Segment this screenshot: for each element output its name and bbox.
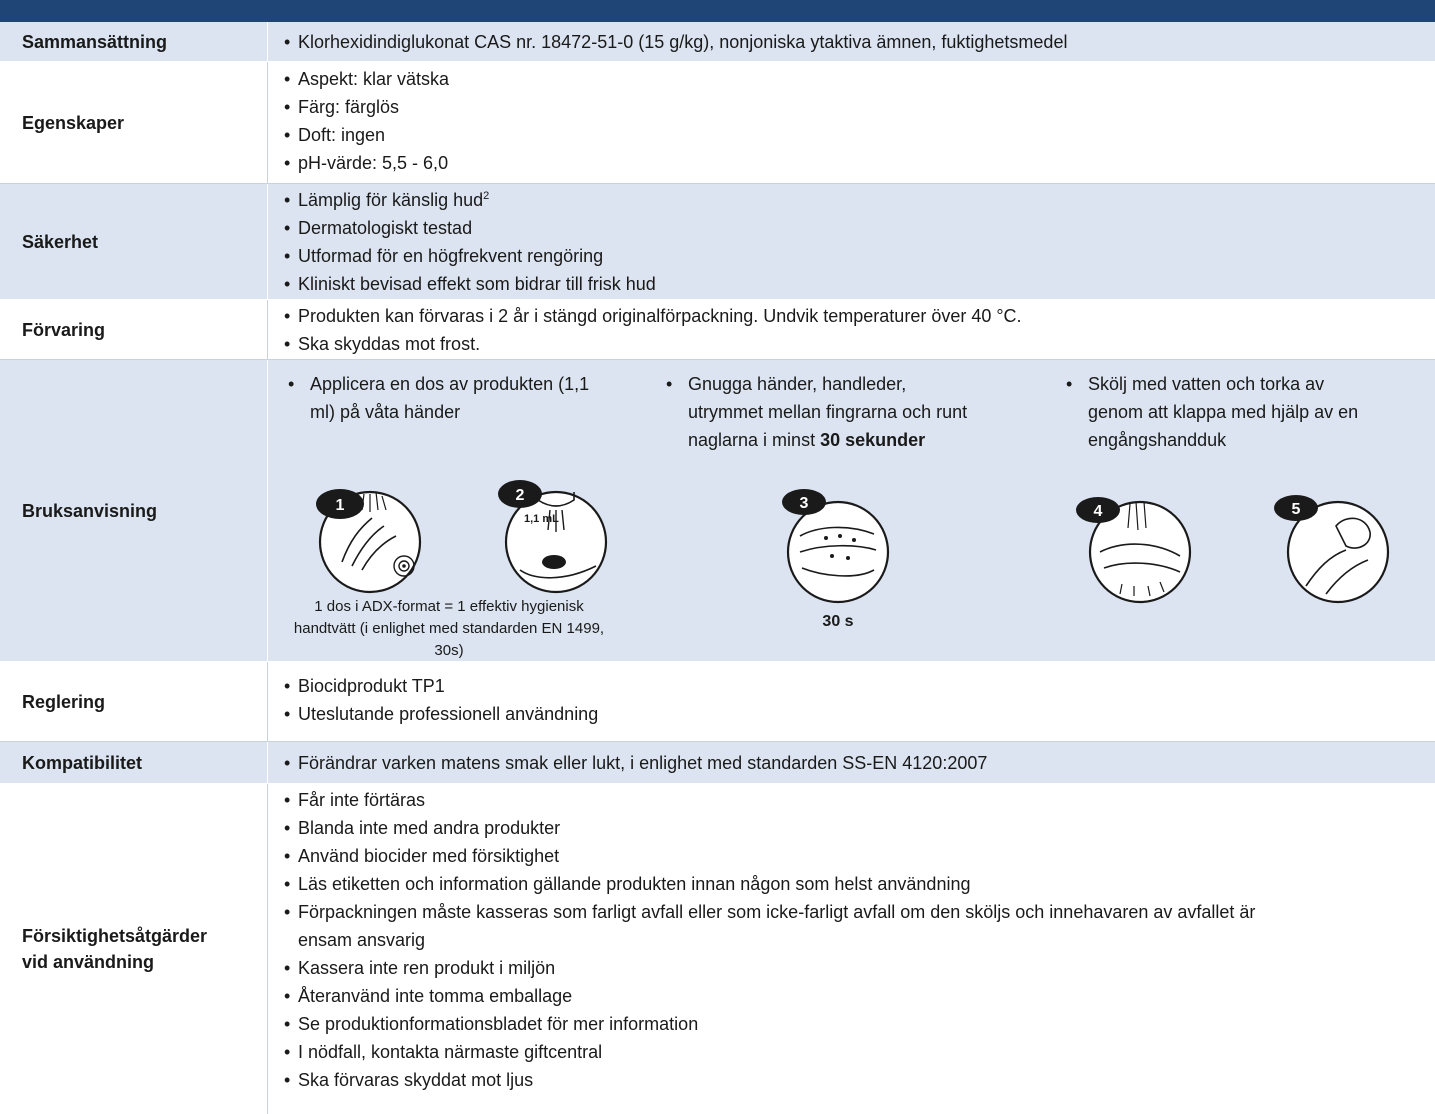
list-item: • Använd biocider med försiktighet: [284, 842, 1425, 870]
row-content: [284, 786, 1425, 1094]
list-item: • Utformad för en högfrekvent rengöring: [284, 242, 1425, 270]
step-1-wet-hands-icon: [300, 470, 426, 596]
list-item: • Förpackningen måste kasseras som farligt avfall eller som icke-farligt avfall om den sköljs och innehavaren av avfallet är ensam ansvarig: [284, 898, 1425, 954]
list-item: • Kassera inte ren produkt i miljön: [284, 954, 1425, 982]
row-forvaring: [0, 300, 1435, 360]
list-item: • Ska förvaras skyddat mot ljus: [284, 1066, 1425, 1094]
list-item: [284, 186, 1425, 214]
list-item: • Klorhexidindiglukonat CAS nr. 18472-51-0 (15 g/kg), nonjoniska ytaktiva ämnen, fuktighetsmedel: [284, 28, 1425, 56]
step-number: 3: [799, 495, 809, 512]
list-item: • Doft: ingen: [284, 121, 1425, 149]
step-text-line: utrymmet mellan fingrarna och runt: [688, 402, 968, 422]
step-number: 2: [515, 487, 525, 504]
row-content: [284, 749, 1425, 777]
row-content: [284, 302, 1425, 358]
row-label: Sammansättning: [0, 22, 268, 61]
list-item: • Färg: färglös: [284, 93, 1425, 121]
list-item: • Återanvänd inte tomma emballage: [284, 982, 1425, 1010]
row-label: Förvaring: [0, 300, 268, 359]
duration-emphasis: 30 sekunder: [820, 430, 926, 450]
seconds-label: 30 s: [822, 613, 854, 630]
step-5-dry-towel-icon: [1266, 486, 1406, 612]
row-kompatibilitet: [0, 742, 1435, 784]
step-3-rub-hands-icon: [766, 486, 904, 632]
step-text-line: engångshandduk: [1088, 430, 1227, 450]
step-text-line: Skölj med vatten och torka av: [1088, 374, 1325, 394]
row-reglering: [0, 662, 1435, 742]
list-item: • I nödfall, kontakta närmaste giftcentral: [284, 1038, 1425, 1066]
row-label: Egenskaper: [0, 62, 268, 183]
row-label: Säkerhet: [0, 184, 268, 299]
list-item: • pH-värde: 5,5 - 6,0: [284, 149, 1425, 177]
step-text-line: Gnugga händer, handleder,: [688, 374, 907, 394]
list-item: • Ska skyddas mot frost.: [284, 330, 1425, 358]
list-item: • Förändrar varken matens smak eller lukt, i enlighet med standarden SS-EN 4120:2007: [284, 749, 1425, 777]
list-item: • Biocidprodukt TP1: [284, 672, 1425, 700]
list-item: • Aspekt: klar vätska: [284, 65, 1425, 93]
row-content: [284, 672, 1425, 728]
row-egenskaper: [0, 62, 1435, 184]
step-2-dose-icon: [484, 470, 620, 596]
list-item: • Kliniskt bevisad effekt som bidrar till frisk hud: [284, 270, 1425, 298]
row-label: Bruksanvisning: [0, 360, 268, 661]
step-number: 5: [1291, 501, 1301, 518]
usage-steps: • Applicera en dos av produkten (1,1 ml) på våta händer • Gnugga händer, handleder, utrymmet mellan fingrarna och runt naglarna i minst 30 sekunder • Skölj med vatten och torka av genom att klappa med hjälp av en engångshandduk 1 1,1 mL 2 3 30 s 4 5 1 dos i ADX-format = 1 effektiv hygienisk handtvätt (i enlighet med standarden EN 1499, 30s): [284, 360, 1435, 661]
row-sammansattning: [0, 22, 1435, 62]
list-item: • Läs etiketten och information gällande produkten innan någon som helst användning: [284, 870, 1425, 898]
dose-label: 1,1 mL: [524, 513, 559, 525]
footnote-marker: 2: [483, 190, 490, 202]
step-number: 4: [1093, 503, 1103, 520]
list-item: • Får inte förtäras: [284, 786, 1425, 814]
step-4-rinse-icon: [1068, 486, 1204, 612]
step-text-line: genom att klappa med hjälp av en: [1088, 402, 1359, 422]
row-label: Reglering: [0, 662, 268, 741]
row-content: [284, 28, 1425, 56]
list-item-text: Lämplig för känslig hud: [298, 190, 484, 210]
row-content: [284, 186, 1425, 298]
step-text-line: Applicera en dos av produkten (1,1: [310, 374, 590, 394]
dose-caption: 1 dos i ADX-format = 1 effektiv hygienisk handtvätt (i enlighet med standarden EN 1499, 30s): [293, 598, 605, 659]
list-item: • Dermatologiskt testad: [284, 214, 1425, 242]
step-text-line: ml) på våta händer: [310, 402, 461, 422]
row-content: [284, 65, 1425, 177]
list-item: • Blanda inte med andra produkter: [284, 814, 1425, 842]
header-bar: [0, 0, 1435, 22]
list-item: • Se produktionformationsbladet för mer information: [284, 1010, 1425, 1038]
list-item: • Uteslutande professionell användning: [284, 700, 1425, 728]
row-bruksanvisning: [0, 360, 1435, 662]
step-text-line: naglarna i minst 30 sekunder: [688, 430, 926, 450]
row-forsiktighet: [0, 784, 1435, 1114]
row-sakerhet: [0, 184, 1435, 300]
list-item: • Produkten kan förvaras i 2 år i stängd originalförpackning. Undvik temperaturer över 40 °C.: [284, 302, 1425, 330]
row-label: Försiktighetsåtgärder vid användning: [0, 784, 268, 1114]
step-number: 1: [335, 497, 345, 514]
row-label: Kompatibilitet: [0, 742, 268, 783]
